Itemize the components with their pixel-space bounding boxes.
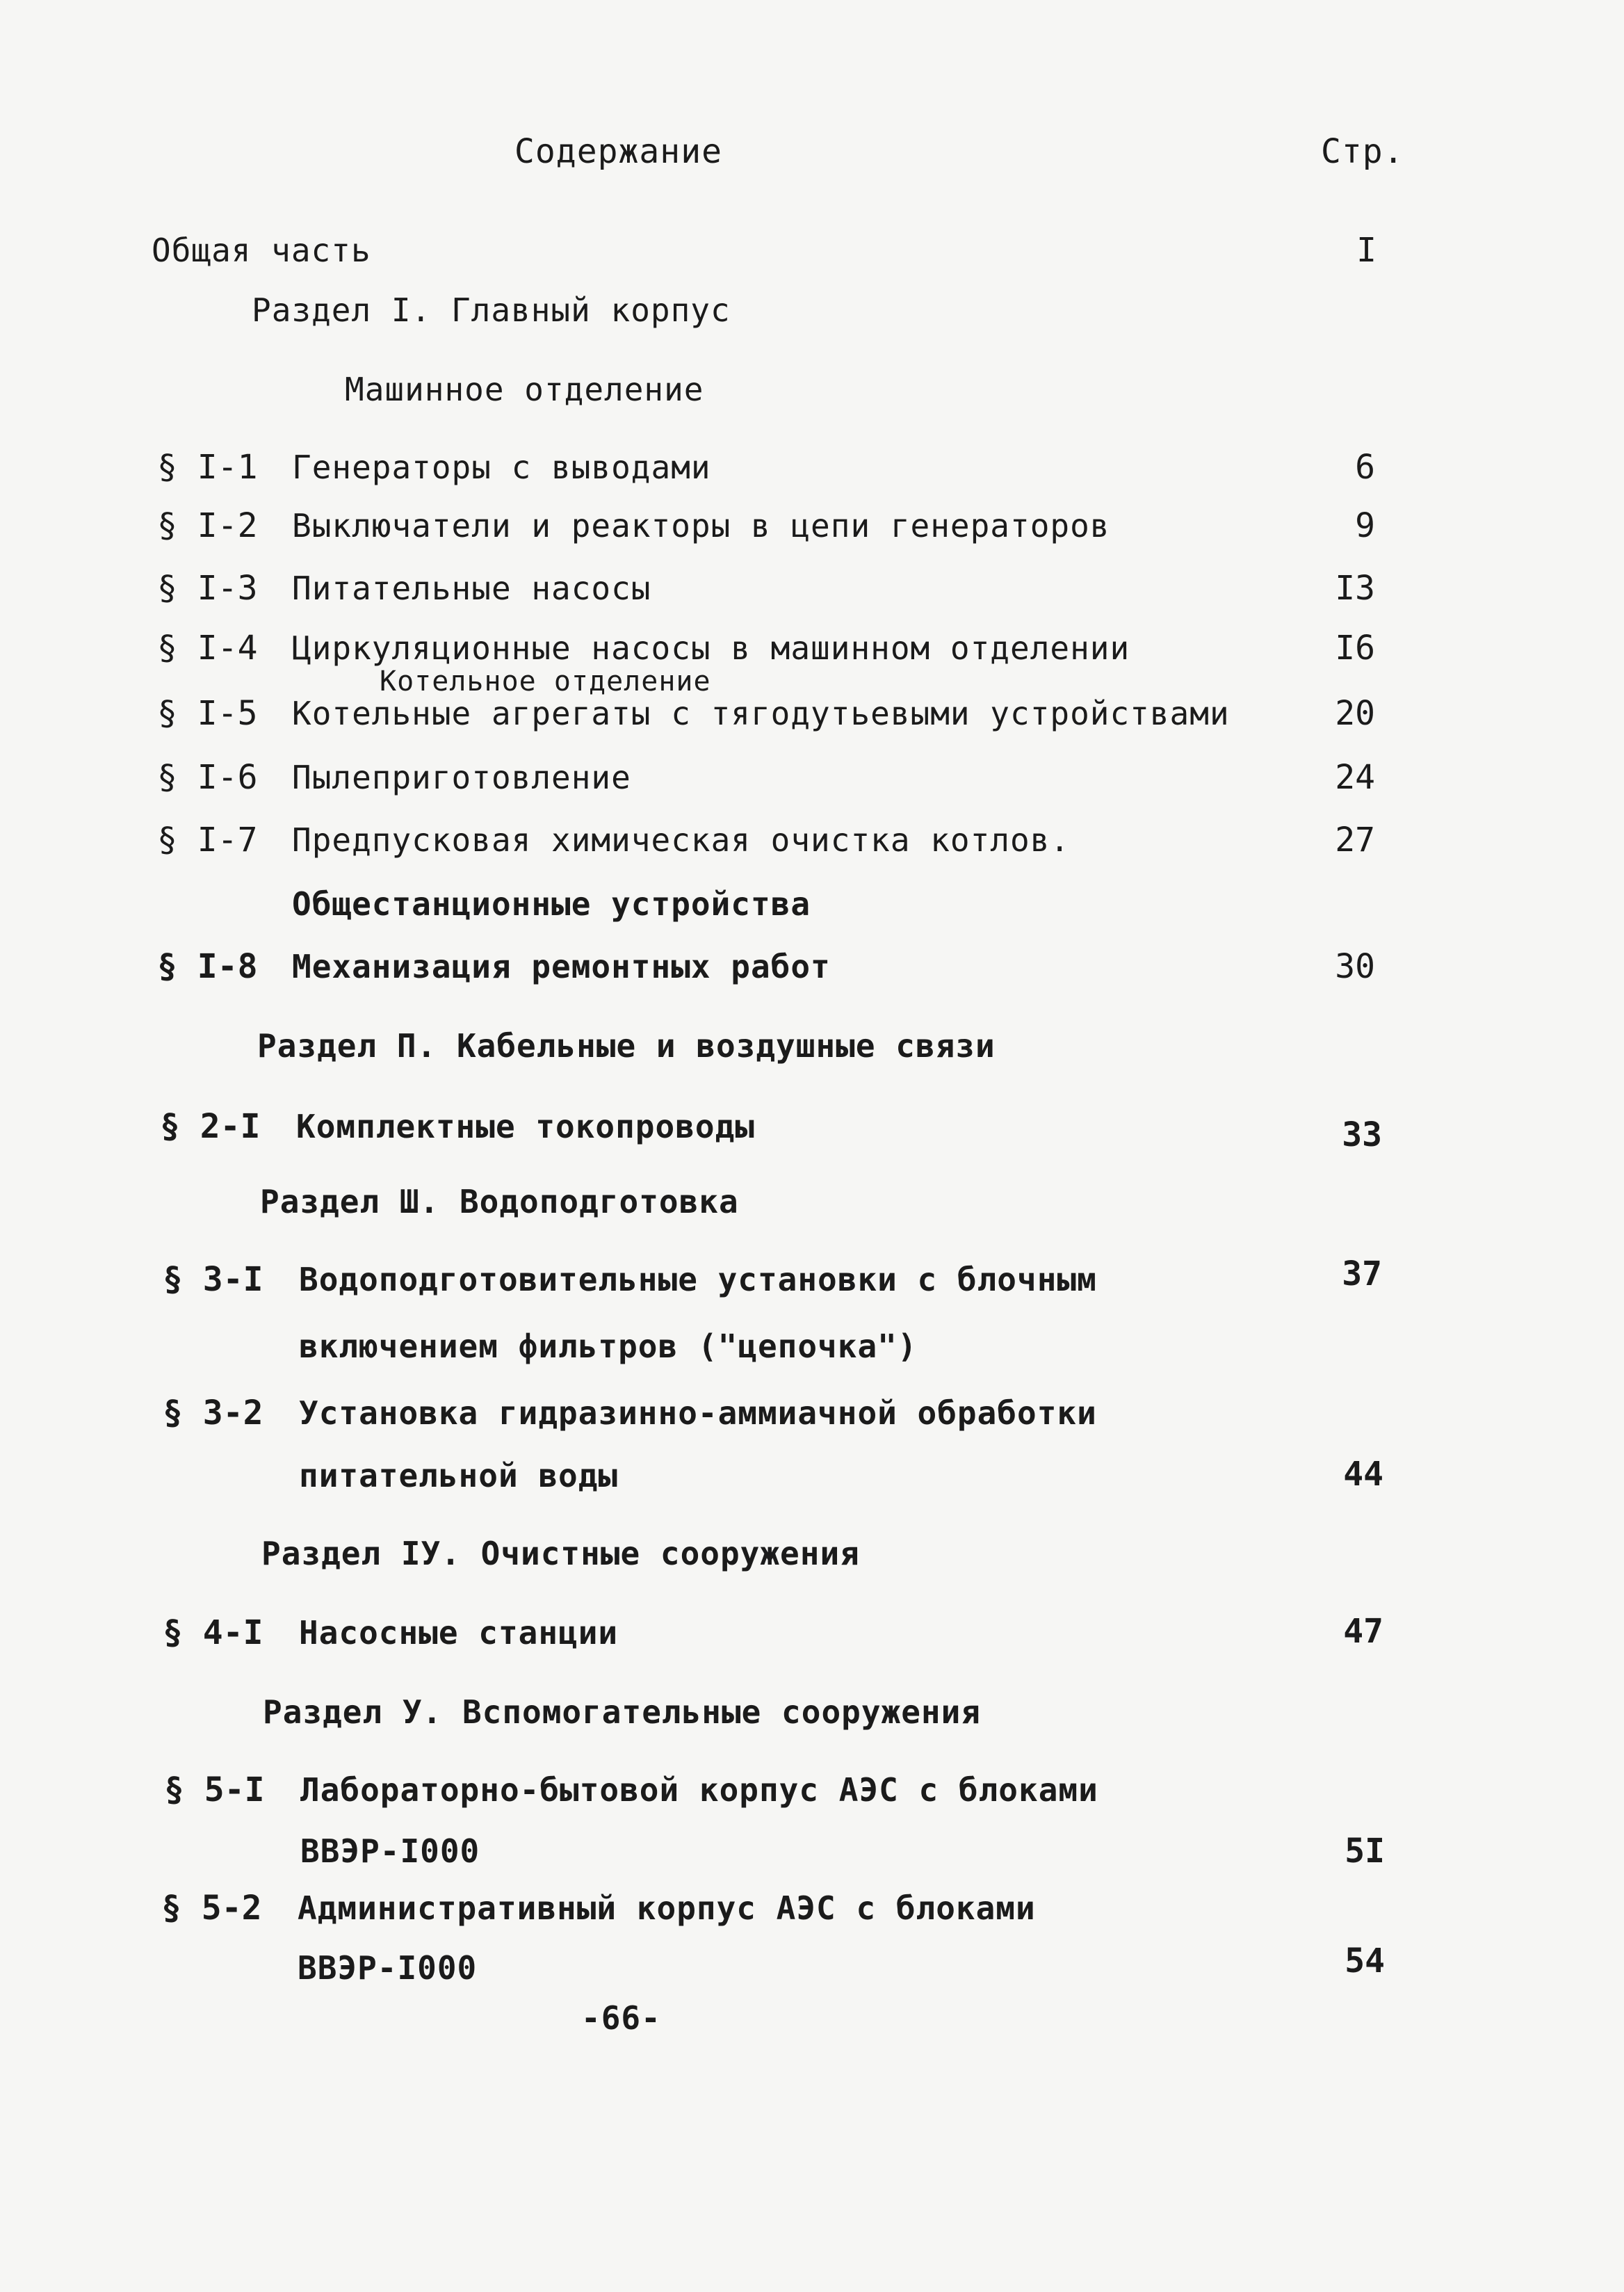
entry-page: 33 [1342, 1115, 1382, 1154]
entry-text-continued: включением фильтров ("цепочка") [299, 1327, 918, 1365]
entry-number: § I-6 [157, 758, 258, 797]
section-3-title: Раздел Ш. Водоподготовка [260, 1183, 739, 1220]
entry-number: § I-8 [157, 947, 258, 986]
entry-page: 9 [1355, 506, 1375, 545]
entry-text: Комплектные токопроводы [296, 1108, 755, 1145]
entry-text: Водоподготовительные установки с блочным [299, 1261, 1097, 1298]
entry-number: § I-1 [157, 448, 258, 487]
entry-text: Генераторы с выводами [292, 449, 711, 486]
entry-text: Лабораторно-бытовой корпус АЭС с блоками [300, 1771, 1098, 1809]
entry-text: Котельные агрегаты с тягодутьевыми устройствами [292, 695, 1230, 732]
subsection-machine-room: Машинное отделение [345, 371, 704, 408]
entry-text: Выключатели и реакторы в цепи генераторов [292, 507, 1110, 544]
entry-number: § 4-I [163, 1613, 263, 1652]
subsection-boiler-room: Котельное отделение [380, 665, 711, 697]
entry-text: Предпусковая химическая очистка котлов. [292, 821, 1071, 859]
section-4-title: Раздел IУ. Очистные сооружения [261, 1535, 860, 1572]
entry-text: Механизация ремонтных работ [292, 948, 831, 985]
entry-text-continued: ВВЭР-I000 [300, 1832, 480, 1870]
entry-number: § 3-I [163, 1260, 263, 1299]
entry-number: § 5-I [164, 1770, 265, 1809]
subsection-common-devices: Общестанционные устройства [292, 885, 811, 923]
footer-page-number: -66- [581, 1999, 661, 2037]
entry-page: 20 [1335, 694, 1375, 733]
entry-number: § I-5 [157, 694, 258, 733]
entry-page: 6 [1355, 448, 1375, 487]
section-2-title: Раздел П. Кабельные и воздушные связи [257, 1027, 996, 1065]
entry-number: § 2-I [160, 1107, 261, 1146]
general-part-page: I [1356, 231, 1377, 270]
entry-page: 27 [1335, 821, 1375, 860]
entry-text: Насосные станции [299, 1614, 619, 1652]
section-1-title: Раздел I. Главный корпус [252, 291, 731, 329]
entry-number: § I-4 [157, 629, 258, 668]
entry-page: 30 [1335, 947, 1375, 986]
entry-page: 37 [1342, 1254, 1382, 1293]
entry-text: Административный корпус АЭС с блоками [298, 1889, 1036, 1927]
page-column-header: Стр. [1321, 132, 1404, 171]
section-5-title: Раздел У. Вспомогательные сооружения [263, 1693, 981, 1731]
entry-page: 24 [1335, 758, 1375, 797]
entry-text-continued: питательной воды [299, 1457, 619, 1494]
entry-page: I3 [1335, 569, 1375, 608]
entry-page: I6 [1335, 629, 1375, 668]
entry-text-continued: ВВЭР-I000 [298, 1949, 478, 1987]
entry-number: § I-7 [157, 821, 258, 860]
entry-number: § I-3 [157, 569, 258, 608]
toc-title: Содержание [514, 132, 722, 171]
entry-number: § 3-2 [163, 1394, 263, 1432]
entry-page: 47 [1343, 1612, 1383, 1651]
entry-text: Установка гидразинно-аммиачной обработки [299, 1394, 1097, 1432]
entry-number: § 5-2 [161, 1889, 262, 1928]
entry-text: Пылеприготовление [292, 759, 631, 796]
entry-text: Циркуляционные насосы в машинном отделении [292, 629, 1130, 667]
entry-page: 5I [1345, 1832, 1385, 1871]
entry-page: 54 [1345, 1942, 1385, 1980]
entry-page: 44 [1343, 1455, 1383, 1494]
entry-text: Питательные насосы [292, 570, 651, 607]
general-part-label: Общая часть [152, 232, 371, 269]
entry-number: § I-2 [157, 506, 258, 545]
